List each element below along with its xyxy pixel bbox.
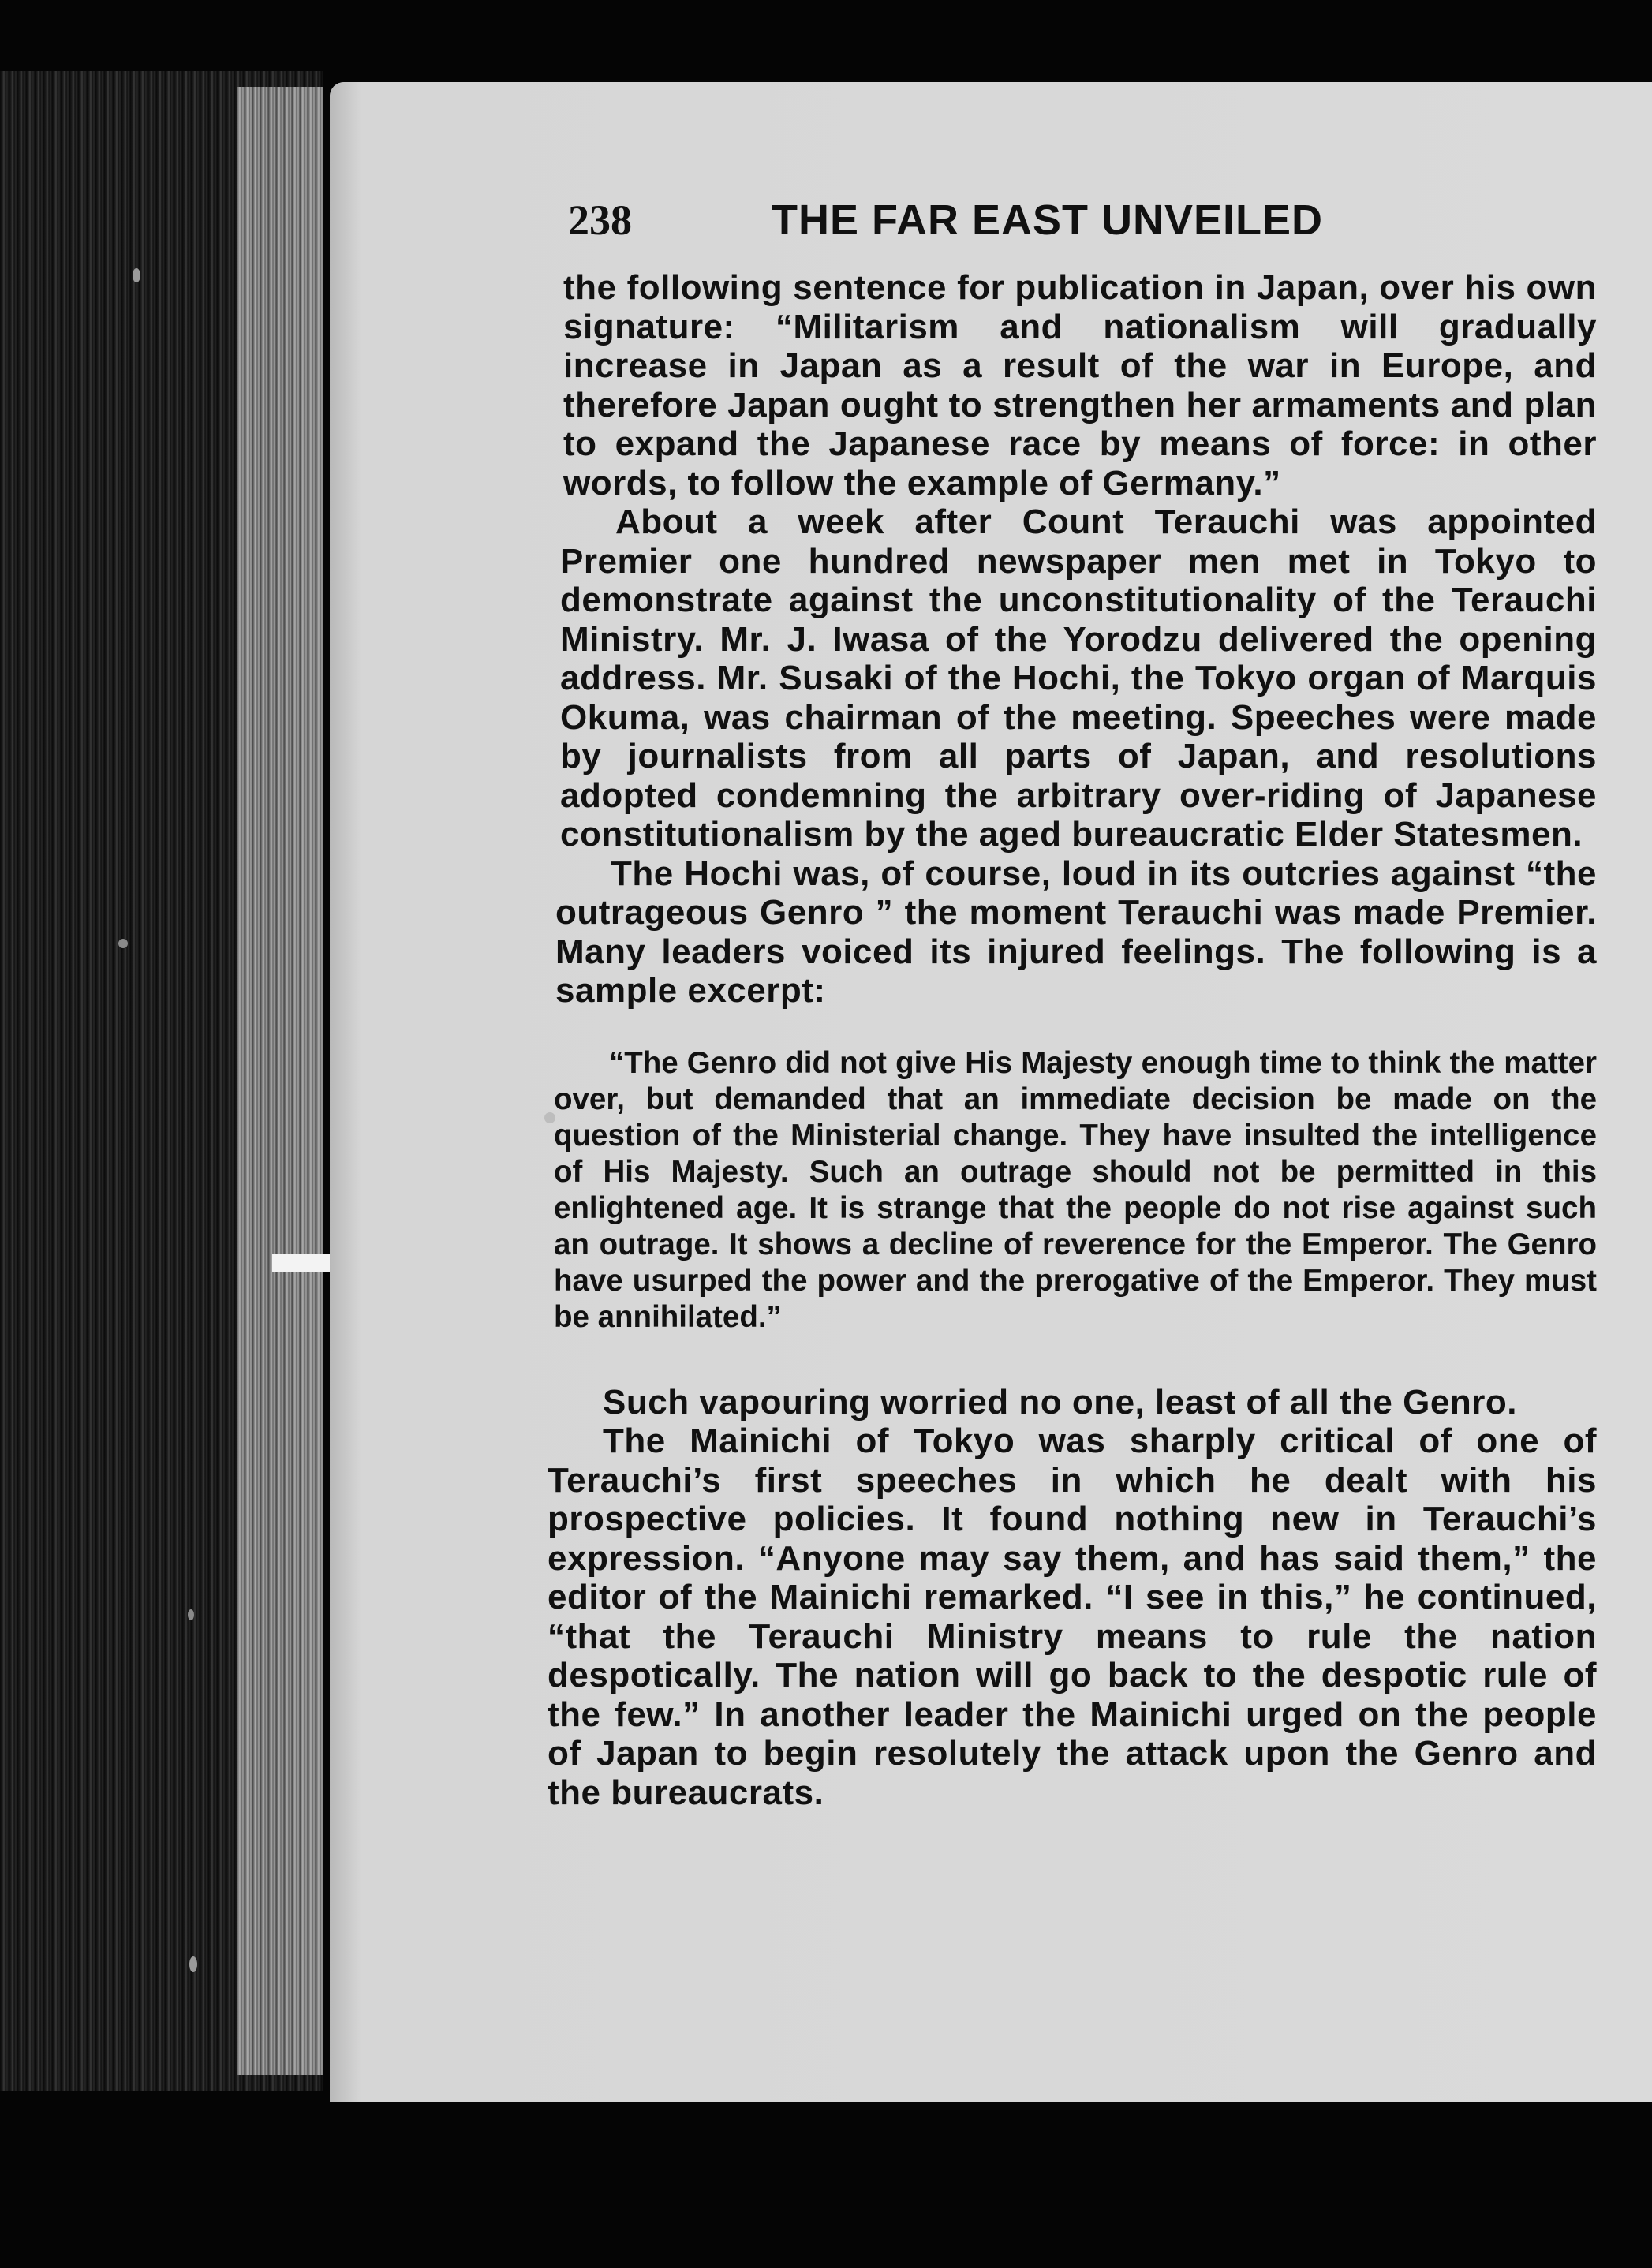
body-text bbox=[548, 268, 1597, 1812]
paragraph-hochi: The Hochi was, of course, loud in its outcries against “the outrageous Genro ” the moment Terauchi was made Premier. Many leaders voiced its injured feelings. The following is a sample excerpt: bbox=[555, 854, 1597, 1010]
dust-speck bbox=[118, 939, 128, 948]
dust-speck bbox=[188, 1609, 194, 1620]
edge-light-stripe bbox=[272, 1254, 335, 1272]
block-quote: “The Genro did not give His Majesty enough time to think the matter over, but demanded that an immediate decision be made on the question of the Ministerial change. They have insulted the intelligence of His Majesty. Such an outrage should not be permitted in this enlightened age. It is strange that the people do not rise against such an outrage. It shows a decline of reverence for the Emperor. The Genro have usurped the power and the prerogative of the Emperor. They must be annihilated.” bbox=[554, 1045, 1597, 1334]
paragraph-continuation: the following sentence for publication in Japan, over his own signature: “Militarism and nationalism will gradually increase in Japan as a result of the war in Europe, and therefore Japan ought to strengthen her armaments and plan to expand the Japanese race by means of force: in other words, to follow the example of Germany.” bbox=[563, 268, 1597, 503]
dust-speck bbox=[133, 268, 140, 282]
page-header bbox=[568, 196, 1412, 251]
book-page-edges-highlight bbox=[237, 87, 323, 2075]
paragraph-vapouring: Such vapouring worried no one, least of all the Genro. bbox=[603, 1382, 1517, 1422]
running-head: THE FAR EAST UNVEILED bbox=[772, 196, 1324, 244]
paragraph-mainichi: The Mainichi of Tokyo was sharply critical of one of Terauchi’s first speeches in which he dealt with his prospective policies. It found nothing new in Terauchi’s expression. “Anyone may say them, and has said them,” the editor of the Mainichi remarked. “I see in this,” he continued, “that the Terauchi Ministry means to rule the nation despotically. The nation will go back to the despotic rule of the few.” In another leader the Mainichi urged on the people of Japan to begin resolutely the attack upon the Genro and the bureaucrats. bbox=[548, 1422, 1597, 1812]
dust-speck bbox=[189, 1956, 197, 1972]
page-number: 238 bbox=[568, 196, 632, 244]
paragraph-meeting: About a week after Count Terauchi was appointed Premier one hundred newspaper men met in Tokyo to demonstrate against the unconstitutionality of the Terauchi Ministry. Mr. J. Iwasa of the Yorodzu delivered the opening address. Mr. Susaki of the Hochi, the Tokyo organ of Marquis Okuma, was chairman of the meeting. Speeches were made by journalists from all parts of Japan, and resolutions adopted condemning the arbitrary over-riding of Japanese constitutionalism by the aged bureaucratic Elder Statesmen. bbox=[560, 503, 1597, 854]
